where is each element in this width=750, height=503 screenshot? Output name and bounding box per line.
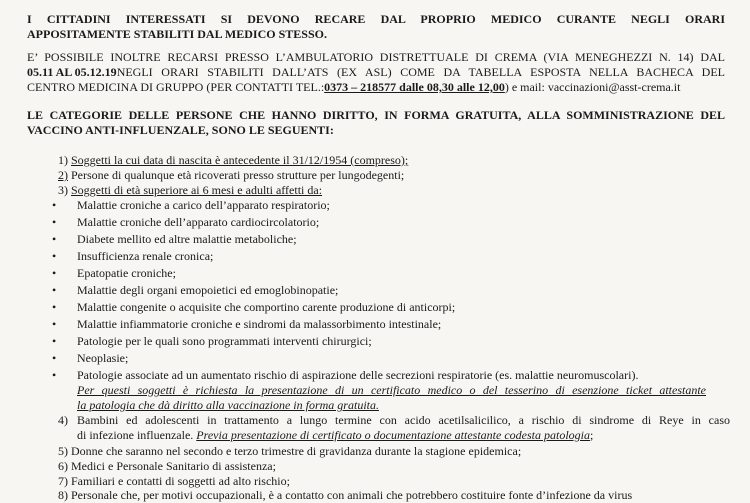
intro-line-2: APPOSITAMENTE STABILITI DAL MEDICO STESSO. bbox=[27, 27, 327, 41]
list-item: Malattie congenite o acquisite che comportino carente produzione di anticorpi; bbox=[77, 300, 456, 314]
bullet-icon: • bbox=[52, 249, 57, 263]
list-item: Insufficienza renale cronica; bbox=[77, 249, 214, 263]
bullet-icon: • bbox=[52, 266, 57, 280]
list-item: Patologie associate ad un aumentato rischio di aspirazione delle secrezioni respiratorie (es. malattie neuromuscolari). bbox=[77, 368, 639, 382]
item-text-end: ; bbox=[589, 428, 594, 442]
item-number: 5) bbox=[58, 444, 68, 458]
list-item-5 bbox=[58, 444, 521, 459]
bullet-icon: • bbox=[52, 334, 57, 348]
item-number: 1) bbox=[58, 153, 68, 167]
list-item-3 bbox=[58, 183, 322, 198]
item-text: Soggetti la cui data di nascita è antecedente il 31/12/1954 (compreso); bbox=[71, 153, 409, 167]
contact-email: ) e mail: vaccinazioni@asst-crema.it bbox=[504, 80, 681, 94]
categorie-line-1: LE CATEGORIE DELLE PERSONE CHE HANNO DIRITTO, IN FORMA GRATUITA, ALLA SOMMINISTRAZIONE DEL bbox=[27, 108, 725, 122]
bullet-icon: • bbox=[52, 368, 57, 382]
bullet-icon: • bbox=[52, 351, 57, 365]
item-text: di infezione influenzale. bbox=[77, 428, 197, 442]
list-item-1 bbox=[58, 153, 408, 168]
item-number-4: 4) bbox=[58, 413, 68, 427]
item-text: Medici e Personale Sanitario di assistenza; bbox=[71, 459, 276, 473]
ambulatorio-line-3 bbox=[27, 80, 680, 95]
list-item: Neoplasie; bbox=[77, 351, 129, 365]
list-item: Epatopatie croniche; bbox=[77, 266, 176, 280]
contact-label: CENTRO MEDICINA DI GRUPPO (PER CONTATTI TEL.: bbox=[27, 80, 325, 94]
list-item-4-line-2 bbox=[77, 428, 593, 443]
bullet-icon: • bbox=[52, 232, 57, 246]
list-item-2 bbox=[58, 168, 404, 183]
bullet-icon: • bbox=[52, 198, 57, 212]
list-item-6 bbox=[58, 459, 276, 474]
bullet-icon: • bbox=[52, 317, 57, 331]
list-item: Diabete mellito ed altre malattie metaboliche; bbox=[77, 232, 297, 246]
bullet-icon: • bbox=[52, 300, 57, 314]
intro-line-1: I CITTADINI INTERESSATI SI DEVONO RECARE DAL PROPRIO MEDICO CURANTE NEGLI ORARI bbox=[27, 12, 725, 26]
item-note: Previa presentazione di certificato o documentazione attestante codesta patologia bbox=[196, 428, 590, 442]
list-item: Malattie croniche dell’apparato cardiocircolatorio; bbox=[77, 215, 320, 229]
certificate-note-line-2: la patologia che dà diritto alla vaccinazione in forma gratuita. bbox=[77, 398, 379, 412]
item-text: Persone di qualunque età ricoverati presso strutture per lungodegenti; bbox=[71, 168, 405, 182]
bullet-icon: • bbox=[52, 283, 57, 297]
ambulatorio-line-2-text: NEGLI ORARI STABILITI DALL’ATS (EX ASL) COME DA TABELLA ESPOSTA NELLA BACHECA DEL bbox=[116, 65, 725, 79]
item-text: Familiari e contatti di soggetti ad alto rischio; bbox=[71, 474, 290, 488]
bullet-icon: • bbox=[52, 215, 57, 229]
list-item-7 bbox=[58, 474, 290, 489]
ambulatorio-line-2 bbox=[27, 65, 725, 80]
list-item-4-line-1: Bambini ed adolescenti in trattamento a lungo termine con acido acetilsalicilico, a rischio di sindrome di Reye in caso bbox=[77, 413, 730, 427]
list-item: Malattie degli organi emopoietici ed emoglobinopatie; bbox=[77, 283, 339, 297]
item-number: 6) bbox=[58, 459, 68, 473]
list-item: Malattie croniche a carico dell’apparato respiratorio; bbox=[77, 198, 330, 212]
contact-phone: 0373 – 218577 dalle 08,30 alle 12,00 bbox=[324, 80, 505, 94]
categorie-line-2: VACCINO ANTI-INFLUENZALE, SONO LE SEGUENTI: bbox=[27, 123, 334, 137]
item-text: Personale che, per motivi occupazionali, è a contatto con animali che potrebbero costituire fonte d’infezione da virus bbox=[71, 488, 633, 502]
item-text: Donne che saranno nel secondo e terzo trimestre di gravidanza durante la stagione epidemica; bbox=[71, 444, 522, 458]
item-text: Soggetti di età superiore ai 6 mesi e adulti affetti da: bbox=[71, 183, 323, 197]
ambulatorio-line-1: E’ POSSIBILE INOLTRE RECARSI PRESSO L’AMBULATORIO DISTRETTUALE DI CREMA (VIA MENEGHEZZI N. 14) DAL bbox=[27, 50, 725, 64]
item-number: 2) bbox=[58, 168, 68, 182]
item-number: 8) bbox=[58, 488, 68, 502]
item-number: 3) bbox=[58, 183, 68, 197]
certificate-note-line-1: Per questi soggetti è richiesta la presentazione di un certificato medico o del tesserino di esenzione ticket attestante bbox=[77, 383, 706, 397]
ambulatorio-dates: 05.11 AL 05.12.19 bbox=[27, 65, 117, 79]
list-item: Malattie infiammatorie croniche e sindromi da malassorbimento intestinale; bbox=[77, 317, 442, 331]
item-number: 7) bbox=[58, 474, 68, 488]
list-item: Patologie per le quali sono programmati interventi chirurgici; bbox=[77, 334, 372, 348]
